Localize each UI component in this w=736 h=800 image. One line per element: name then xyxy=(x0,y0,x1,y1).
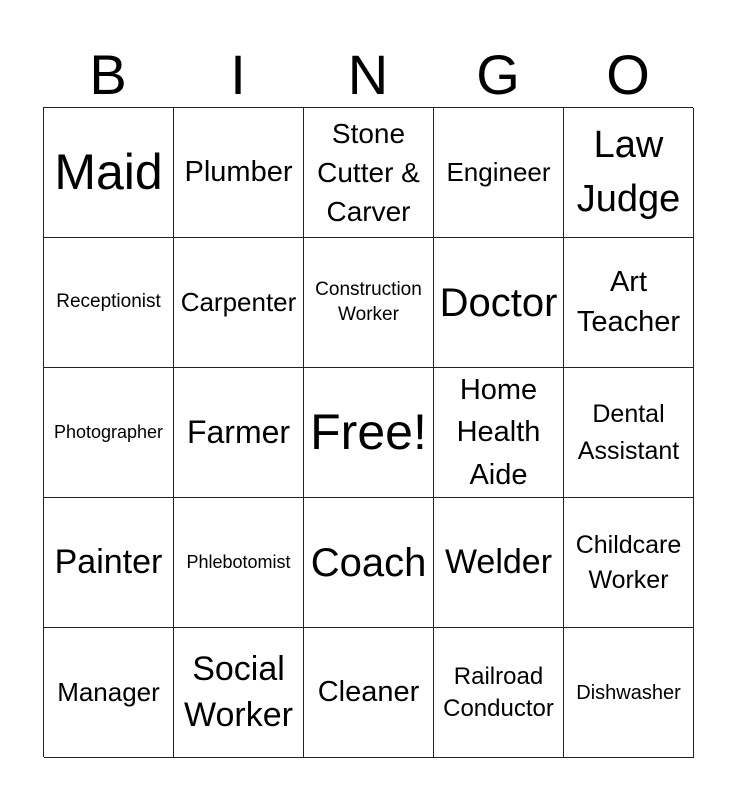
bingo-cell[interactable] xyxy=(434,498,564,628)
cell-label: Maid xyxy=(54,144,163,201)
bingo-cell[interactable] xyxy=(44,108,174,238)
bingo-cell[interactable] xyxy=(434,368,564,498)
cell-label: Dishwasher xyxy=(576,681,681,704)
bingo-cell[interactable] xyxy=(304,238,434,368)
bingo-cell[interactable] xyxy=(564,628,694,758)
bingo-free-space[interactable] xyxy=(304,368,434,498)
cell-label: Home Health Aide xyxy=(456,374,541,491)
cell-label: Cleaner xyxy=(317,676,420,709)
bingo-cell[interactable] xyxy=(564,108,694,238)
bingo-cell[interactable] xyxy=(434,108,564,238)
cell-label: Carpenter xyxy=(180,287,297,318)
cell-label: Social Worker xyxy=(184,649,293,734)
cell-label: Railroad Conductor xyxy=(443,663,554,722)
bingo-cell[interactable] xyxy=(174,368,304,498)
cell-label: Coach xyxy=(310,540,427,585)
bingo-cell[interactable] xyxy=(304,498,434,628)
cell-label: Welder xyxy=(444,543,553,582)
cell-label: Art Teacher xyxy=(576,266,681,338)
header-letter-o: O xyxy=(606,43,650,106)
bingo-cell[interactable] xyxy=(44,498,174,628)
bingo-board xyxy=(43,107,693,757)
bingo-cell[interactable] xyxy=(174,108,304,238)
bingo-cell[interactable] xyxy=(434,238,564,368)
cell-label: Stone Cutter & Carver xyxy=(317,117,420,228)
bingo-cell[interactable] xyxy=(44,238,174,368)
header-letter-i: I xyxy=(230,43,246,106)
cell-label: Construction Worker xyxy=(315,278,422,325)
cell-label: Engineer xyxy=(446,157,551,188)
cell-label: Receptionist xyxy=(56,291,161,313)
bingo-cell[interactable] xyxy=(174,498,304,628)
cell-label: Farmer xyxy=(186,413,291,450)
header-letter-g: G xyxy=(476,43,520,106)
bingo-cell[interactable] xyxy=(564,498,694,628)
cell-label: Doctor xyxy=(439,280,558,325)
bingo-cell[interactable] xyxy=(44,368,174,498)
header-letter-b: B xyxy=(89,43,127,106)
bingo-cell[interactable] xyxy=(174,238,304,368)
bingo-cell[interactable] xyxy=(564,368,694,498)
bingo-cell[interactable] xyxy=(174,628,304,758)
header-letter-n: N xyxy=(347,43,389,106)
cell-label: Phlebotomist xyxy=(186,551,291,572)
bingo-header xyxy=(43,40,693,108)
cell-label: Law Judge xyxy=(576,124,681,220)
cell-label: Painter xyxy=(54,543,163,582)
cell-label: Childcare Worker xyxy=(575,530,682,594)
bingo-cell[interactable] xyxy=(434,628,564,758)
bingo-cell[interactable] xyxy=(304,108,434,238)
bingo-cell[interactable] xyxy=(564,238,694,368)
bingo-cell[interactable] xyxy=(304,628,434,758)
bingo-cell[interactable] xyxy=(44,628,174,758)
cell-label: Plumber xyxy=(184,156,293,189)
cell-label: Photographer xyxy=(53,421,164,442)
cell-label: Free! xyxy=(310,404,427,461)
cell-label: Manager xyxy=(57,677,160,708)
cell-label: Dental Assistant xyxy=(577,400,680,465)
